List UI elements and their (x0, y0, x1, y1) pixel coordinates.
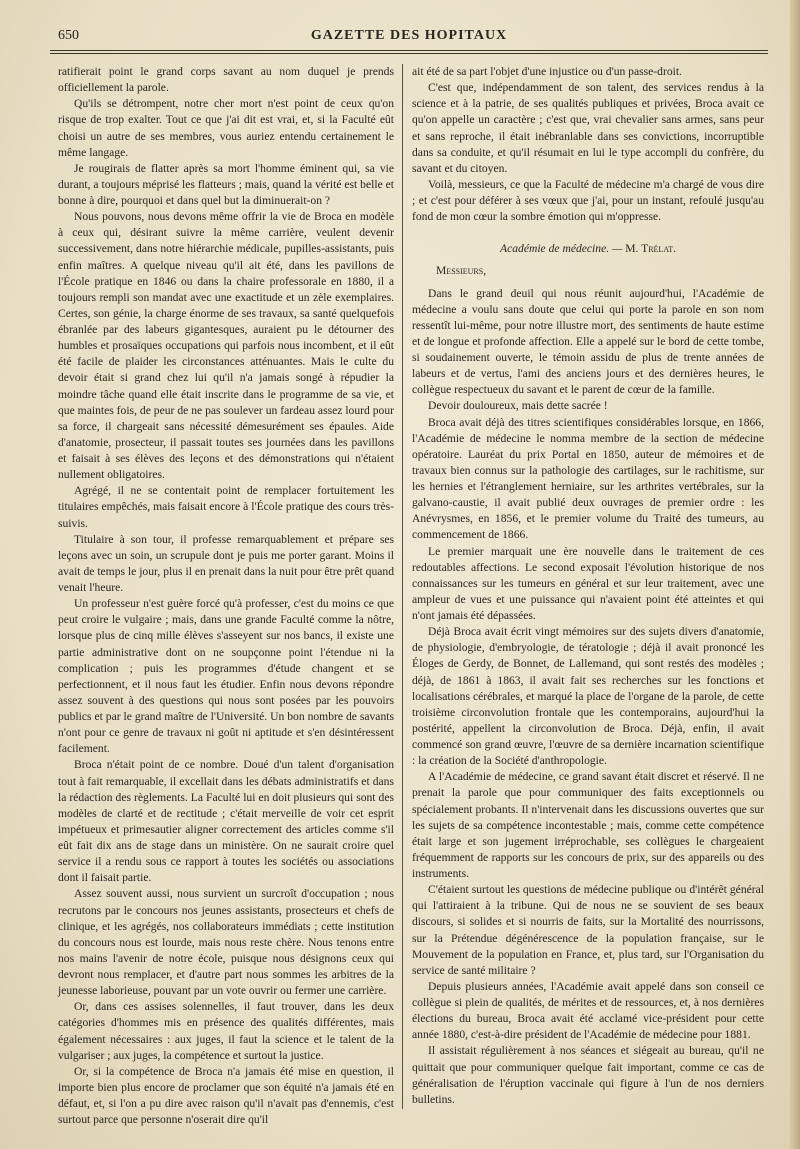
paragraph: C'est que, indépendamment de son talent, des services rendus à la science et à la patrie, de ses qualités publiques et privées, Broca avait ce qu'on appelle un caractère ; c'est que, vrai chevalier sans armes, sans peur et sans reproche, il était inébranlable dans ses convictions, incorruptible dans sa conduite, et qu'il résumait en lui le type accompli du confrère, du savant et du citoyen. (412, 81, 764, 175)
paragraph: Titulaire à son tour, il professe remarquablement et prépare ses leçons avec un soin, un scrupule dont je puis me porter garant. Moins il avait de temps le jour, plus il en prenait dans la nuit pour être prêt quand venait l'heure. (58, 532, 394, 594)
paragraph: Nous pouvons, nous devons même offrir la vie de Broca en modèle à ceux qui, désirant suivre la même carrière, veulent devenir successivement, dans notre hiérarchie médicale, pupilles-assistants, puis enfin maîtres. A quelque niveau qu'il ait été, dans les pavillons de l'École pratique en 1846 ou dans la chaire professorale en 1880, il a toujours rempli son mandat avec une exactitude et un zèle exemplaires. Certes, son génie, la charge énorme de ses travaux, sa santé quelquefois ébranlée par des labeurs gigantesques, auraient pu le détourner des humbles et prosaïques occupations qui parfois nous incombent, et il eût été facile de plaider les circonstances atténuantes. Mais le culte du devoir était si grand chez lui qu'il n'a jamais songé à répudier la moindre tâche quand elle était inscrite dans le programme de sa vie, et que maintes fois, de peur de ne pas soulever un fardeau assez lourd pour sa force, il chargeait sans nécessité démesurément ses épaules. Aide d'anatomie, prosecteur, il passait toutes ses journées dans les pavillons et faisait à ses élèves des leçons et des démonstrations qui n'étaient nullement obligatoires. (58, 210, 394, 482)
paragraph: ait été de sa part l'objet d'une injustice ou d'un passe-droit. (412, 65, 682, 78)
paragraph: Or, si la compétence de Broca n'a jamais été mise en question, il importe bien plus encore de proclamer que son équité n'a jamais été en défaut, et, si l'on a pu dire avec raison qu'il n'avait pas d'ennemis, c'est surtout parce que personne n'oserait dire qu'il (58, 1064, 394, 1127)
paragraph: Un professeur n'est guère forcé qu'à professer, c'est du moins ce que peut croire le vulgaire ; mais, dans une grande Faculté comme la nôtre, lorsque plus de cinq mille élèves s'asseyent sur nos bancs, il existe une partie administrative dont on ne soupçonne point l'étendue ni la complication ; puis les programmes d'étude changent et se perfectionnent, et il nous faut les étudier. Enfin nous devons répondre assez souvent à des questions qui nous sont posées par les pouvoirs publics et par le grand maître de l'Université. Un bon nombre de savants n'ont pour ce genre de travaux ni goût ni aptitude et s'en désintéressent facilement. (58, 597, 394, 756)
paragraph: Qu'ils se détrompent, notre cher mort n'est point de ceux qu'on risque de trop exalter. Tout ce que j'ai dit est vrai, et, si la Faculté eût choisi un autre de ses membres, vous auriez entendu certainement le même langage. (58, 97, 394, 159)
paragraph: Déjà Broca avait écrit vingt mémoires sur des sujets divers d'anatomie, de physiologie, d'embryologie, de tératologie ; déjà il avait prononcé les Éloges de Gerdy, de Bonnet, de Lallemand, qui sont restés des modèles ; déjà, de 1861 à 1863, il avait fait ses recherches sur les fonctions et localisations cérébrales, et marqué la place de l'organe de la parole, de cette troisième circonvolution frontale que les contemporains, aujourd'hui la postérité, appellent la circonvolution de Broca. Déjà, enfin, il avait commencé son grand œuvre, l'œuvre de sa dernière incarnation scientifique : la création de la Société d'anthropologie. (412, 625, 764, 768)
paragraph: ratifierait point le grand corps savant au nom duquel je prends officiellement la parole. (58, 65, 394, 95)
paragraph: Devoir douloureux, mais dette sacrée ! (428, 399, 608, 413)
right-column (412, 64, 764, 1108)
paragraph: Depuis plusieurs années, l'Académie avait appelé dans son conseil ce collègue si plein de qualités, de mérites et de ressources, et, à nos dernières élections du bureau, Broca avait été acclamé vice-président pour cette année 1880, c'est-à-dire président de l'Académie de médecine pour 1881. (412, 979, 764, 1042)
paragraph: Agrégé, il ne se contentait point de remplacer fortuitement les titulaires empêchés, mais faisait encore à l'École pratique des cours très-suivis. (58, 484, 394, 530)
left-column (58, 64, 394, 1128)
paragraph: Or, dans ces assises solennelles, il faut trouver, dans les deux catégories d'hommes mis en présence des qualités différentes, mais également nécessaires : aux juges, il faut la science et le talent de la vulgariser ; aux juges, la compétence et surtout la justice. (58, 1000, 394, 1062)
page-header (50, 28, 768, 48)
paragraph: A l'Académie de médecine, ce grand savant était discret et réservé. Il ne prenait la parole que pour communiquer des faits exceptionnels ou spécialement probants. Il n'intervenait dans les discussions ouvertes que sur les sujets de sa compétence incontestable ; mais, comme cette compétence était large et son jugement irréprochable, ses collègues le chargeaient fréquemment de rapports sur les concours de prix, sur des appareils ou des instruments. (412, 770, 764, 880)
paragraph: Broca avait déjà des titres scientifiques considérables lorsque, en 1866, l'Académie de médecine le nomma membre de la section de médecine opératoire. Lauréat du prix Portal en 1850, auteur de mémoires et de travaux bien connus sur la pathologie des cartilages, sur le rachitisme, sur les hernies et l'étranglement herniaire, sur les arthrites vertébrales, sur la galvano-caustie, il avait publié deux ouvrages de premier ordre : les Anévrysmes, en 1856, et le premier volume du Traité des tumeurs, au commencement de 1866. (412, 415, 764, 542)
running-head-title: GAZETTE DES HOPITAUX (310, 28, 508, 43)
paragraph: Broca n'était point de ce nombre. Doué d'un talent d'organisation tout à fait remarquable, il excellait dans les débats administratifs et dans la rédaction des règlements. La Faculté lui en doit plusieurs qui sont des modèles de clarté et de rectitude ; c'était merveille de voir cet esprit impétueux et primesautier aligner correctement des articles comme s'il eût fait dix ans de stage dans un ministère. On ne saurait croire quel service il a rendu sous ce rapport à toutes les sociétés ou associations dont il faisait partie. (58, 758, 394, 885)
paragraph: C'étaient surtout les questions de médecine publique ou d'intérêt général qui l'attiraient à la tribune. Qui de nous ne se souvient de ses beaux discours, si solides et si nourris de faits, sur la Mortalité des nourrissons, sur la Prétendue dégénérescence de la population française, sur le Mouvement de la population en France, et, plus tard, sur l'Organisation du service de santé militaire ? (412, 883, 764, 977)
paragraph: Assez souvent aussi, nous survient un surcroît d'occupation ; nous recrutons par le concours nos jeunes assistants, prosecteurs et chefs de clinique, et les agrégés, nos collaborateurs immédiats ; cette institution du concours nous est lourde, mais nous reste chère. Nous tenons entre nos mains l'avenir de notre école, puisque nous désignons ceux qui devront nous remplacer, et d'autre part nous sommes les arbitres de la jeunesse laborieuse, pouvant par un vote ouvrir ou fermer une carrière. (58, 887, 394, 998)
page-spine-edge (790, 0, 800, 1149)
page-number: 650 (58, 28, 79, 43)
section-author: M. Trélat. (625, 242, 676, 256)
salutation: Messieurs, (436, 264, 487, 278)
section-title: Académie de médecine. — (500, 242, 626, 256)
header-rule (50, 50, 768, 54)
paragraph: Voilà, messieurs, ce que la Faculté de médecine m'a chargé de vous dire ; et c'est pour déférer à ses vœux que j'ai, pour un instant, refoulé jusqu'au fond de mon cœur la sombre émotion qui m'oppresse. (412, 177, 764, 224)
paragraph: Il assistait régulièrement à nos séances et siégeait au bureau, qu'il ne quittait que pour communiquer quelque fait important, comme ce cas de généralisation de l'éruption vaccinale qui figure à l'un de nos derniers bulletins. (412, 1044, 764, 1106)
section-heading (412, 241, 764, 257)
column-divider (402, 64, 403, 1109)
paragraph: Le premier marquait une ère nouvelle dans le traitement de ces redoutables affections. Le second exposait l'évolution historique de nos connaissances sur les tumeurs en général et sur leur traitement, avec une ampleur de vues et une puissance qui n'avaient point été atteintes et qui n'ont jamais été dépassées. (412, 544, 764, 622)
paragraph: Dans le grand deuil qui nous réunit aujourd'hui, l'Académie de médecine a voulu sans doute que celui qui porte la parole en son nom ressentît lui-même, pour notre illustre mort, des sentiments de haute estime et de longue et profonde affection. Elle a appelé sur le bord de cette tombe, si soudainement ouverte, le témoin assidu de plus de trente années de labeurs et de vertus, l'ami des anciens jours et des dernières heures, le collègue respectueux du savant et le parent de cœur de la famille. (412, 286, 764, 397)
paragraph: Je rougirais de flatter après sa mort l'homme éminent qui, sa vie durant, a toujours méprisé les flatteurs ; mais, quand la vérité est belle et bonne à dire, pourquoi et dans quel but la diminuerait-on ? (58, 161, 394, 207)
